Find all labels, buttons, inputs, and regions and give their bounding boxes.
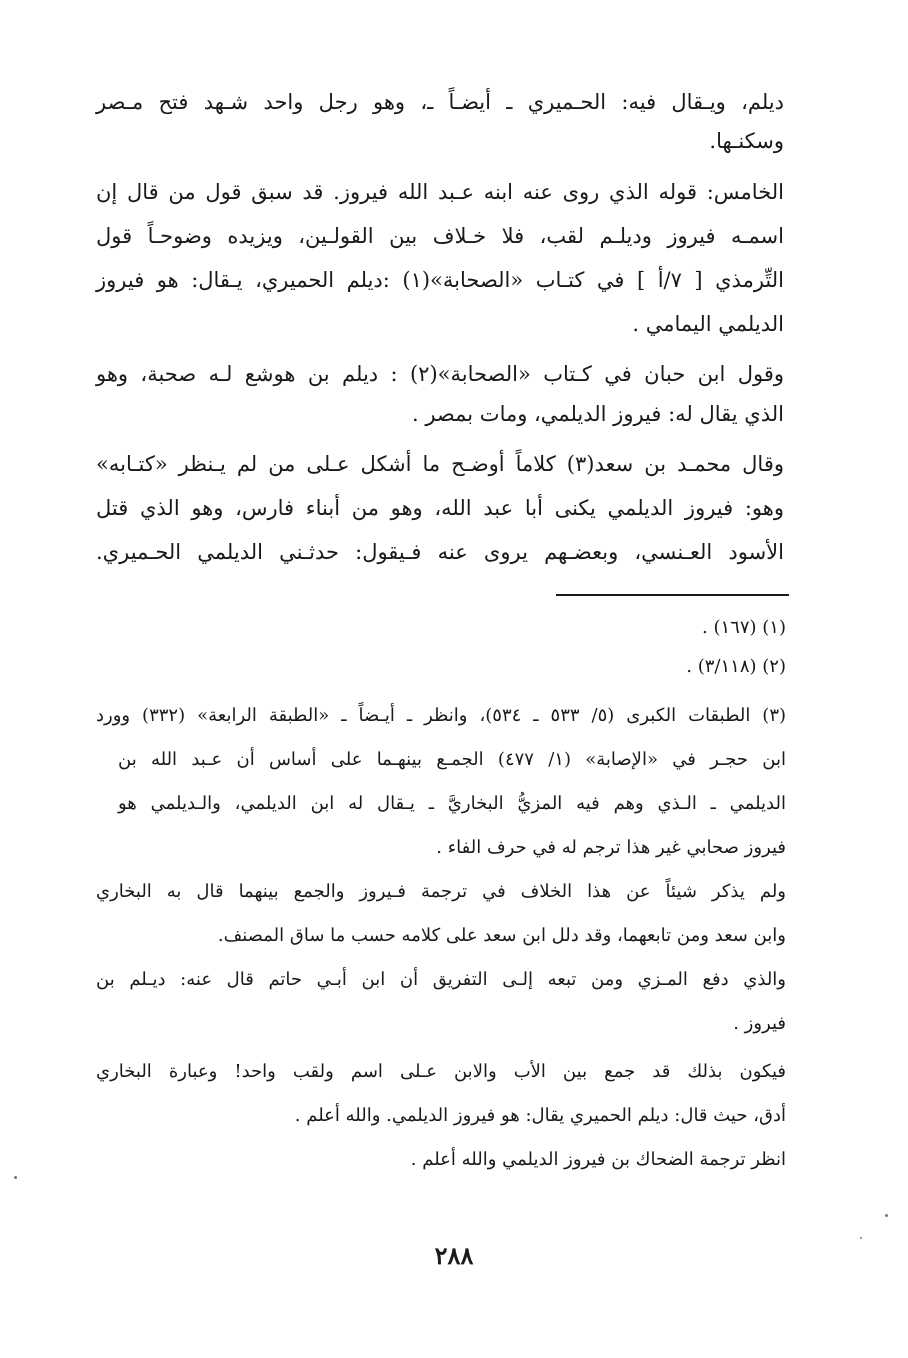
body-line-9: وقال محمـد بن سعد(٣) كلاماً أوضـح ما أشكل عـلى من لم يـنظر «كتـابه» [96, 452, 784, 476]
body-line-7: وقول ابن حبان في كـتاب «الصحابة»(٢) : ديلم بن هوشع لـه صحبة، وهو [96, 362, 784, 386]
footnote-line-5: الديلمي ـ الـذي وهم فيه المزيُّ البخاريَّ ـ يـقال له ابن الديلمي، والـديلمي هو [118, 793, 786, 814]
body-line-11: الأسود العـنسي، وبعضـهم يروى عنه فـيقول: حدثـني الديلمي الحـميري. [96, 540, 784, 564]
body-line-4: اسمـه فيروز وديلـم لقب، فلا خـلاف بين القولـين، ويزيده وضوحـاً قول [96, 224, 784, 248]
footnote-line-13: انظر ترجمة الضحاك بن فيروز الديلمي والله أعلم . [410, 1149, 786, 1170]
body-line-6: الديلمي اليمامي . [632, 312, 784, 336]
body-line-2: وسكنـها. [709, 129, 784, 153]
body-line-10: وهو: فيروز الديلمي يكنى أبا عبد الله، وهو من أبناء فارس، وهو الذي قتل [96, 496, 784, 520]
footnote-line-8: وابن سعد ومن تابعهما، وقد دلل ابن سعد على كلامه حسب ما ساق المصنف. [217, 925, 786, 946]
footnote-line-2: (٢) (٣/١١٨) . [686, 656, 786, 677]
footnote-line-10: فيروز . [733, 1013, 786, 1034]
footnote-line-7: ولم يذكر شيئاً عن هذا الخلاف في ترجمة فـيروز والجمع بينهما قال به البخاري [96, 881, 786, 902]
scan-speck [860, 1237, 862, 1239]
scan-speck [885, 1214, 888, 1217]
footnote-line-3: (٣) الطبقات الكبرى (٥/ ٥٣٣ ـ ٥٣٤)، وانظر ـ أيـضاً ـ «الطبقة الرابعة» (٣٣٢) وورد [96, 705, 787, 726]
body-line-5: التِّرمذي [ ٧/أ ] في كتـاب «الصحابة»(١) :ديلم الحميري، يـقال: هو فيروز [96, 268, 784, 292]
footnote-line-12: أدق، حيث قال: ديلم الحميري يقال: هو فيروز الديلمي. والله أعلم . [294, 1105, 786, 1126]
footnote-line-4: ابن حجـر في «الإصابة» (١/ ٤٧٧) الجمـع بينهـما على أساس أن عـبد الله بن [118, 749, 786, 770]
footnote-line-11: فيكون بذلك قد جمع بين الأب والابن عـلى اسم ولقب واحد! وعبارة البخاري [96, 1061, 786, 1082]
footnote-line-6: فيروز صحابي غير هذا ترجم له في حرف الفاء . [436, 837, 786, 858]
footnote-separator [556, 594, 789, 596]
scan-speck [14, 1176, 17, 1179]
page-number: ٢٨٨ [434, 1241, 474, 1270]
footnote-line-1: (١) (١٦٧) . [702, 617, 786, 638]
footnote-line-9: والذي دفع المـزي ومن تبعه إلـى التفريق أن ابن أبـي حاتم قال عنه: ديـلم بن [96, 969, 786, 990]
body-line-1: ديلم، ويـقال فيه: الحـميري ـ أيضـاً ـ، وهو رجل واحد شـهد فتح مـصر [96, 90, 784, 114]
body-line-8: الذي يقال له: فيروز الديلمي، ومات بمصر . [411, 402, 784, 426]
body-line-3: الخامس: قوله الذي روى عنه ابنه عـبد الله فيروز. قد سبق قول من قال إن [96, 180, 784, 204]
